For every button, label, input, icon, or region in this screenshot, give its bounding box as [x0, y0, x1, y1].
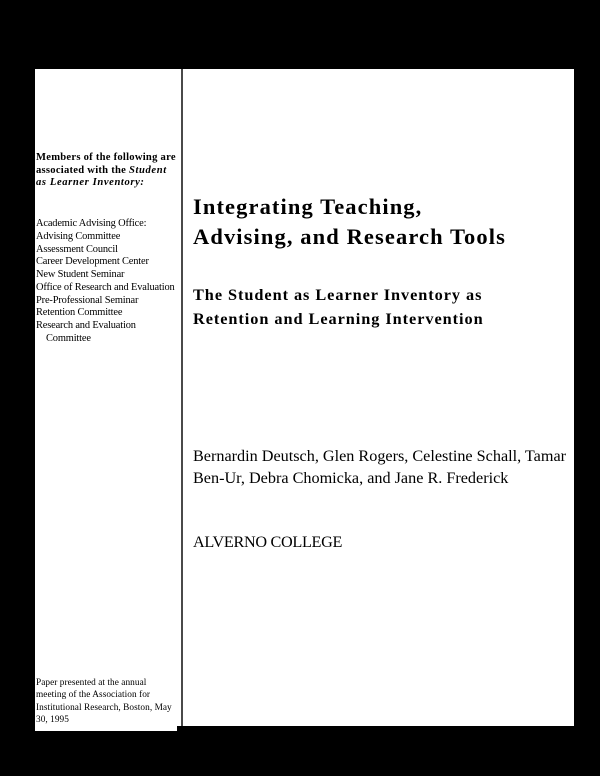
subtitle-line-1: The Student as Learner Inventory as	[193, 285, 483, 304]
author-list: Bernardin Deutsch, Glen Rogers, Celestine Schall, Tamar Ben-Ur, Debra Chomicka, and Jane R. Frederick	[193, 447, 567, 487]
list-item: New Student Seminar	[36, 269, 125, 280]
presentation-note: Paper presented at the annual meeting of the Association for Institutional Research, Boston, May 30, 1995	[36, 678, 172, 726]
list-item: Assessment Council	[36, 243, 118, 255]
sidebar-heading-italic: Student as Learner Inventory:	[36, 164, 167, 188]
sidebar-member-list	[36, 218, 178, 346]
list-item: Academic Advising Office:	[36, 218, 147, 229]
list-item: Pre-Professional Seminar	[36, 294, 139, 306]
sidebar-heading-text: Members of the following are associated with the	[36, 152, 176, 176]
list-item: Retention Committee	[36, 307, 123, 319]
page-title	[193, 192, 573, 252]
sidebar-heading	[36, 152, 176, 190]
institution-name: ALVERNO COLLEGE	[193, 533, 343, 551]
title-line-1: Integrating Teaching,	[193, 194, 423, 219]
list-item: Advising Committee	[36, 230, 121, 242]
title-line-2: Advising, and Research Tools	[193, 224, 506, 249]
page-subtitle	[193, 283, 573, 330]
column-divider	[181, 69, 183, 726]
list-item: Office of Research and Evaluation	[36, 281, 175, 293]
list-item: Career Development Center	[36, 256, 149, 268]
subtitle-line-2: Retention and Learning Intervention	[193, 308, 484, 328]
page-right-column	[183, 69, 574, 726]
list-item: Research and Evaluation Committee	[36, 320, 136, 344]
